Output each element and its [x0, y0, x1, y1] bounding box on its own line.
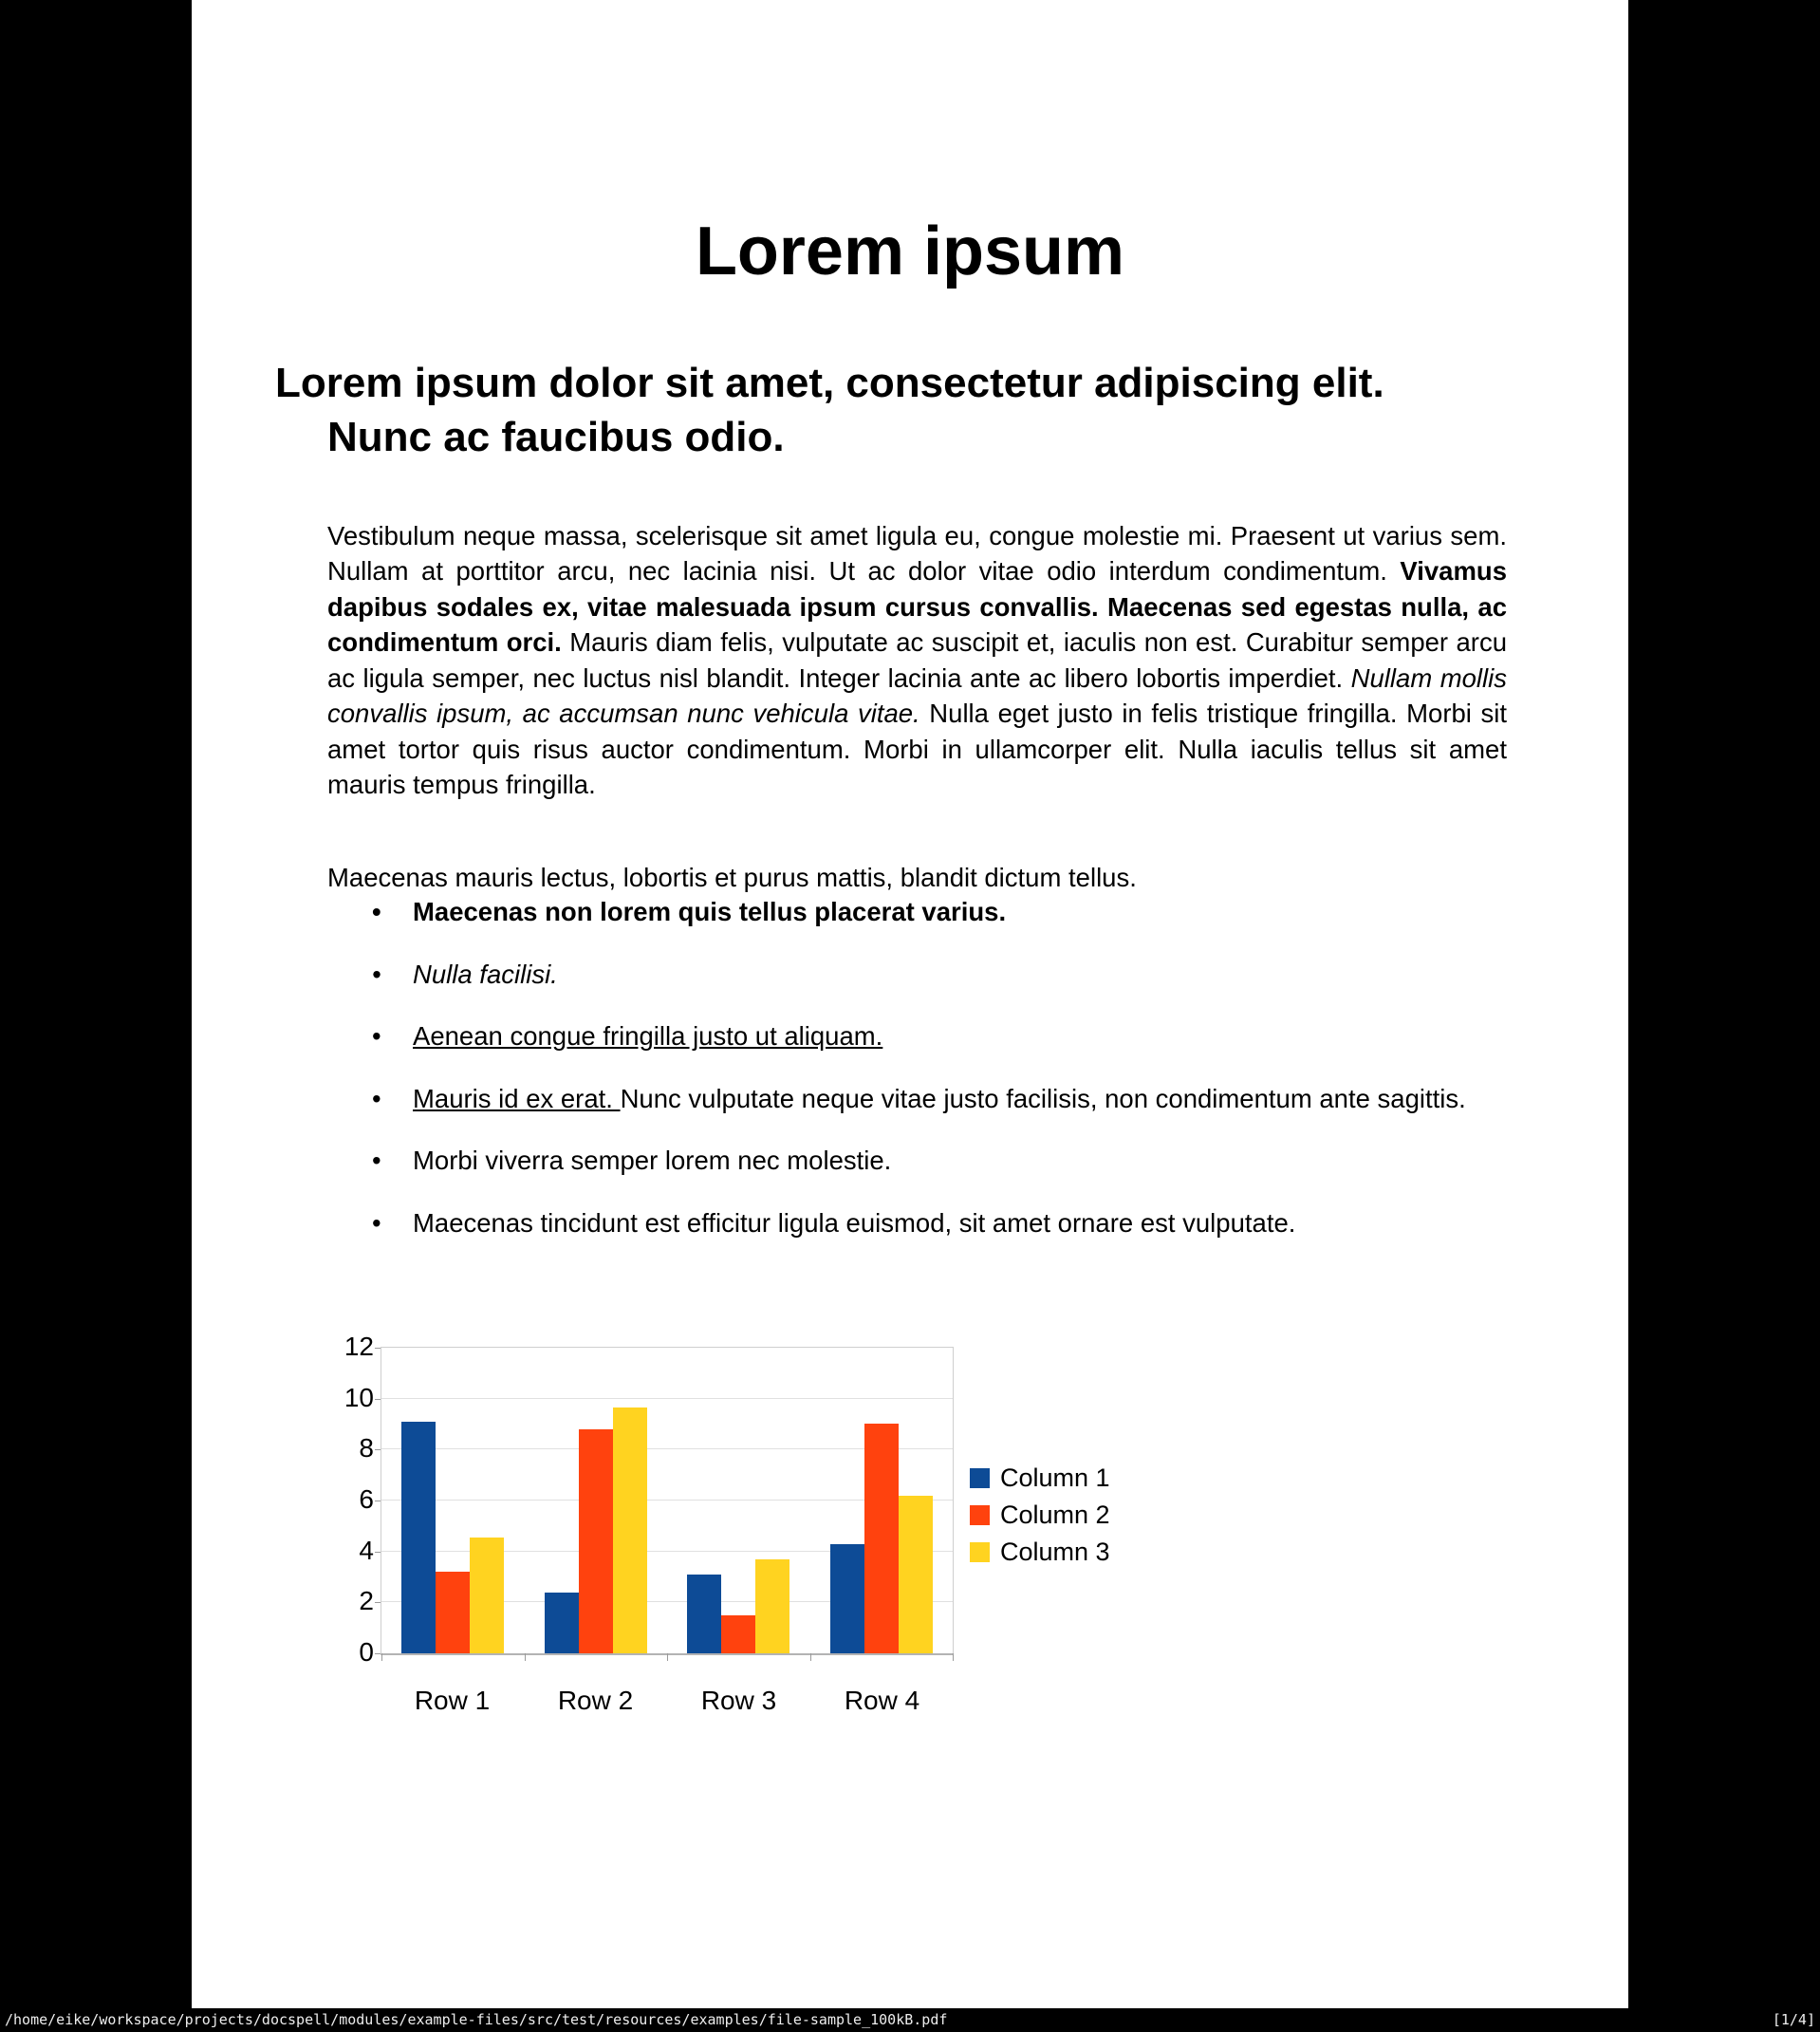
document-title: Lorem ipsum	[695, 214, 1125, 290]
bar-column-2-row-2	[579, 1429, 613, 1653]
chart-bars	[381, 1348, 953, 1653]
bar-column-3-row-2	[613, 1407, 647, 1653]
intro-paragraph: Maecenas mauris lectus, lobortis et purus mattis, blandit dictum tellus.	[327, 862, 1137, 892]
chart-x-axis	[381, 1686, 954, 1716]
y-tick-label-12: 12	[344, 1332, 374, 1361]
y-tick-mark-10	[375, 1399, 381, 1400]
y-tick-label-0: 0	[359, 1637, 374, 1667]
x-tick-mark-1	[525, 1653, 526, 1661]
statusbar-file-path: /home/eike/workspace/projects/docspell/modules/example-files/src/test/resources/examples/file-sample_100kB.pdf	[5, 2011, 948, 2028]
list-item-3-underlined-text: Aenean congue fringilla justo ut aliquam.	[413, 1021, 883, 1051]
y-tick-label-8: 8	[359, 1433, 374, 1463]
list-item-3	[370, 1018, 1570, 1054]
y-tick-label-6: 6	[359, 1484, 374, 1514]
statusbar	[0, 2008, 1820, 2032]
x-tick-mark-3	[810, 1653, 811, 1661]
chart-y-axis	[325, 1331, 374, 1682]
bar-column-1-row-3	[687, 1575, 721, 1653]
bar-column-3-row-1	[470, 1538, 504, 1653]
legend-label-column-2: Column 2	[1000, 1501, 1110, 1529]
bullet-list	[370, 894, 1570, 1267]
bar-column-2-row-4	[864, 1424, 899, 1653]
bar-column-2-row-1	[436, 1572, 470, 1653]
x-category-label-row-2: Row 2	[557, 1686, 634, 1715]
legend-entry-column-1	[970, 1463, 1110, 1492]
bar-column-1-row-1	[401, 1422, 436, 1653]
bar-group-row-4	[810, 1348, 954, 1653]
list-item-4-underlined-text: Mauris id ex erat.	[413, 1083, 621, 1113]
legend-swatch-column-2	[970, 1505, 990, 1525]
x-category-label-row-1: Row 1	[414, 1686, 491, 1715]
bar-column-2-row-3	[721, 1615, 755, 1653]
statusbar-page-indicator: [1/4]	[1772, 2011, 1815, 2028]
x-tick-mark-4	[953, 1653, 954, 1661]
legend-swatch-column-1	[970, 1468, 990, 1488]
bar-column-1-row-2	[545, 1593, 579, 1653]
y-tick-mark-2	[375, 1602, 381, 1603]
list-item-6: • Maecenas tincidunt est efficitur ligula euismod, sit amet ornare est vulputate.	[370, 1205, 1570, 1241]
bar-column-1-row-4	[830, 1544, 864, 1653]
x-category-label-row-4: Row 4	[844, 1686, 920, 1715]
bar-column-3-row-4	[899, 1496, 933, 1653]
list-item-5: • Morbi viverra semper lorem nec molestie.	[370, 1143, 1570, 1179]
section-heading	[275, 356, 1509, 464]
bar-group-row-3	[667, 1348, 810, 1653]
x-tick-mark-2	[667, 1653, 668, 1661]
legend-label-column-3: Column 3	[1000, 1538, 1110, 1566]
chart-plot	[381, 1347, 954, 1655]
list-item-2: • Nulla facilisi.	[370, 957, 1570, 993]
y-tick-label-4: 4	[359, 1535, 374, 1565]
bar-column-3-row-3	[755, 1559, 789, 1653]
paragraph-run-normal: Mauris diam felis, vulputate ac suscipit et, iaculis non est. Curabitur semper arcu ac ligula semper, nec luctus nisl blandit. Integer lacinia ante ac libero lobortis imperdiet.	[327, 627, 1507, 693]
y-tick-mark-8	[375, 1449, 381, 1450]
y-tick-mark-12	[375, 1348, 381, 1349]
x-tick-mark-0	[381, 1653, 382, 1661]
y-tick-label-2: 2	[359, 1586, 374, 1616]
bar-chart	[325, 1331, 1316, 1767]
list-item-4	[370, 1081, 1570, 1117]
pdf-page[interactable]	[192, 0, 1628, 2008]
bar-group-row-1	[381, 1348, 525, 1653]
section-heading-line2: Nunc ac faucibus odio.	[327, 413, 785, 460]
y-tick-mark-4	[375, 1552, 381, 1553]
paragraph-run-normal: Vestibulum neque massa, scelerisque sit amet ligula eu, congue molestie mi. Praesent ut varius sem. Nullam at porttitor arcu, nec lacinia nisi. Ut ac dolor vitae odio interdum condimentum.	[327, 520, 1507, 586]
y-tick-mark-0	[375, 1653, 381, 1654]
list-item-1: • Maecenas non lorem quis tellus placerat varius.	[370, 894, 1570, 930]
legend-entry-column-2	[970, 1501, 1110, 1529]
legend-entry-column-3	[970, 1538, 1110, 1566]
legend-swatch-column-3	[970, 1542, 990, 1562]
list-item-4-text: Nunc vulputate neque vitae justo facilisis, non condimentum ante sagittis.	[620, 1083, 1466, 1113]
section-heading-line1: Lorem ipsum dolor sit amet, consectetur adipiscing elit.	[275, 359, 1384, 406]
paragraph-run-italic: Nullam mollis convallis ipsum, ac accumsan nunc vehicula vitae.	[327, 662, 1507, 728]
legend-label-column-1: Column 1	[1000, 1463, 1110, 1492]
bar-group-row-2	[525, 1348, 668, 1653]
paragraph-run-normal: Nulla eget justo in felis tristique fringilla. Morbi sit amet tortor quis risus auctor condimentum. Morbi in ullamcorper elit. Nulla iaculis tellus sit amet mauris tempus fringilla.	[327, 699, 1507, 799]
paragraph-run-bold: Vivamus dapibus sodales ex, vitae malesuada ipsum cursus convallis. Maecenas sed egestas nulla, ac condimentum orci.	[327, 556, 1507, 657]
body-paragraph	[327, 518, 1507, 803]
y-tick-label-10: 10	[344, 1382, 374, 1412]
x-category-label-row-3: Row 3	[700, 1686, 777, 1715]
chart-legend	[970, 1463, 1110, 1566]
